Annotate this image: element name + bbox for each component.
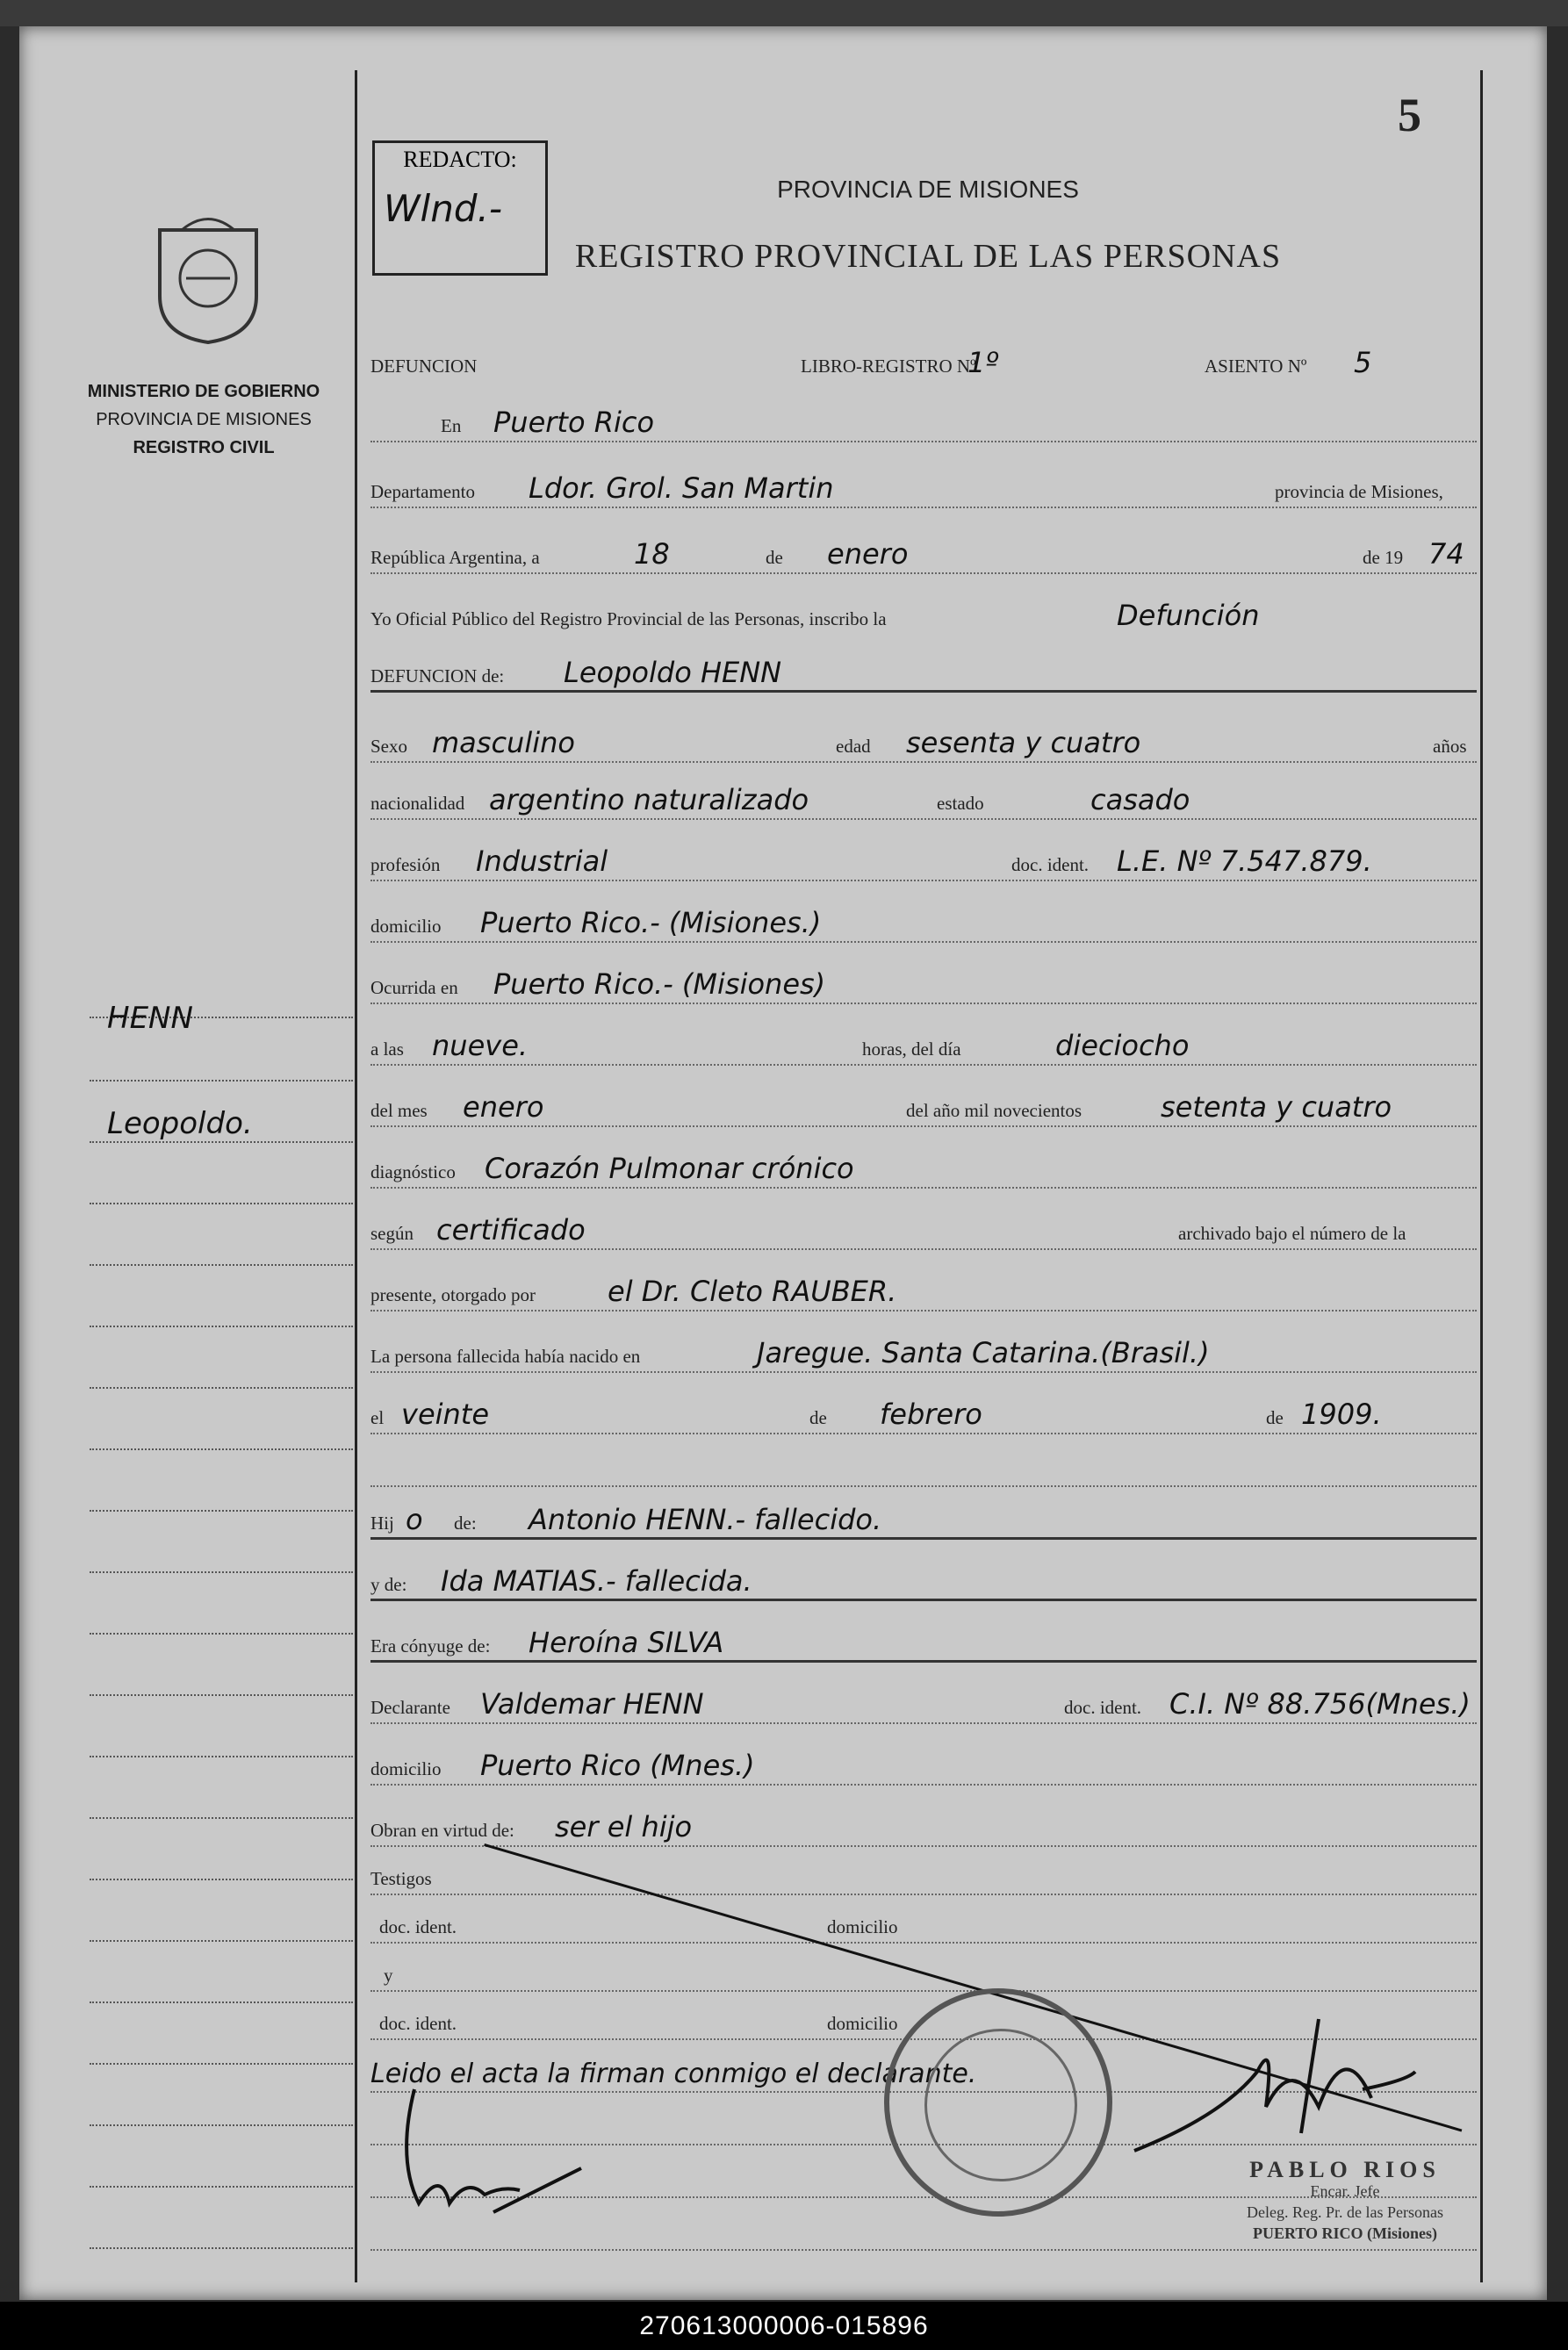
dom-value: Puerto Rico.- (Misiones.) [480, 906, 822, 939]
dia-value: dieciocho [1055, 1029, 1190, 1062]
margin-rule [90, 1264, 353, 1267]
row-declarante [370, 1685, 1477, 1724]
segun-value: certificado [436, 1213, 586, 1247]
t2-doc-label: doc. ident. [379, 2013, 457, 2034]
yde-label: y de: [370, 1574, 407, 1595]
official-seal-icon [884, 1988, 1112, 2217]
defuncion-value: Leopoldo HENN [564, 656, 782, 689]
margin-rule [90, 1756, 353, 1758]
margin-rule [90, 1080, 353, 1082]
nacido-value: Jaregue. Santa Catarina.(Brasil.) [757, 1336, 1210, 1369]
nac-value: argentino naturalizado [489, 783, 809, 816]
ministry-line-1: MINISTERIO DE GOBIERNO [87, 382, 320, 401]
row-blank [370, 1448, 1477, 1487]
decl-doc-label: doc. ident. [1064, 1697, 1142, 1718]
redacto-signature: Wlnd.- [384, 187, 502, 230]
official-name: PABLO RIOS [1249, 2157, 1441, 2182]
diag-label: diagnóstico [370, 1161, 456, 1182]
closing-text: Leido el acta la firman conmigo el declarante. [370, 2059, 977, 2089]
registry-page [19, 26, 1547, 2300]
birth-year: 1909. [1301, 1398, 1382, 1431]
row-presente [370, 1273, 1477, 1312]
feb-value: febrero [880, 1398, 982, 1431]
dept-value: Ldor. Grol. San Martin [529, 471, 834, 505]
de2-label: de [809, 1407, 827, 1428]
ministry-line-2: PROVINCIA DE MISIONES [96, 410, 312, 429]
row-horas [370, 1027, 1477, 1066]
nac-label: nacionalidad [370, 793, 465, 814]
horas-label: horas, del día [862, 1038, 961, 1060]
prof-label: profesión [370, 854, 441, 875]
dom2-label: domicilio [370, 1758, 442, 1779]
obran-label: Obran en virtud de: [370, 1820, 514, 1841]
hijo-suffix: o [406, 1503, 423, 1536]
doc-value: L.E. Nº 7.547.879. [1117, 844, 1372, 878]
entry-label: ASIENTO Nº [1205, 356, 1307, 377]
conyuge-value: Heroína SILVA [529, 1626, 724, 1659]
alas-label: a las [370, 1038, 404, 1060]
row-nacionalidad [370, 781, 1477, 820]
official-stamp [1196, 2157, 1494, 2244]
ocurrida-value: Puerto Rico.- (Misiones) [493, 967, 826, 1001]
sexo-label: Sexo [370, 736, 407, 757]
province-title: PROVINCIA DE MISIONES [777, 176, 1079, 203]
margin-rule [90, 1510, 353, 1513]
entry-value: 5 [1354, 346, 1372, 379]
defuncion-label: DEFUNCION de: [370, 665, 505, 686]
row-testigos [370, 1857, 1477, 1895]
edad-value: sesenta y cuatro [906, 726, 1141, 759]
row-mes [370, 1089, 1477, 1127]
dept-suffix: provincia de Misiones, [1275, 481, 1443, 502]
official-office: Deleg. Reg. Pr. de las Personas [1247, 2203, 1443, 2221]
rep-label: República Argentina, a [370, 547, 540, 568]
row-profesion [370, 843, 1477, 881]
row-conyuge [370, 1624, 1477, 1663]
madre-value: Ida MATIAS.- fallecida. [441, 1564, 752, 1598]
t1-doc-label: doc. ident. [379, 1916, 457, 1937]
footer-code: 270613000006-015896 [0, 2302, 1568, 2350]
margin-rule [90, 2063, 353, 2066]
official-place: PUERTO RICO (Misiones) [1252, 2224, 1438, 2242]
row-testigo1 [370, 1905, 1477, 1944]
t2-dom-label: domicilio [827, 2013, 898, 2034]
prof-value: Industrial [476, 844, 608, 878]
doc-label: doc. ident. [1011, 854, 1090, 875]
presente-label: presente, otorgado por [370, 1284, 536, 1305]
margin-rule [90, 2001, 353, 2004]
presente-value: el Dr. Cleto RAUBER. [608, 1275, 897, 1308]
de3-label: de [1266, 1407, 1284, 1428]
act-header-row [370, 344, 1477, 383]
segun-label: según [370, 1223, 414, 1244]
row-madre [370, 1563, 1477, 1601]
dom-label: domicilio [370, 916, 442, 937]
obran-value: ser el hijo [555, 1810, 693, 1843]
margin-rule [90, 2124, 353, 2127]
conyuge-label: Era cónyuge de: [370, 1635, 491, 1656]
dom2-value: Puerto Rico (Mnes.) [480, 1749, 755, 1782]
redacto-label: REDACTO: [403, 147, 517, 172]
row-sexo [370, 724, 1477, 763]
row-hijo [370, 1501, 1477, 1540]
margin-given-name: Leopoldo. [107, 1106, 253, 1141]
de-label: de [766, 547, 783, 568]
edad-label: edad [836, 736, 871, 757]
anio-label: del año mil novecientos [906, 1100, 1082, 1121]
margin-rule [90, 1633, 353, 1635]
y-label: y [384, 1965, 393, 1986]
anos-label: años [1433, 736, 1467, 757]
ministry-line-3: REGISTRO CIVIL [133, 438, 275, 457]
book-label: LIBRO-REGISTRO Nº [801, 356, 976, 377]
estado-value: casado [1090, 783, 1190, 816]
left-border-line [355, 70, 357, 2282]
hijo-de-label: de: [454, 1513, 477, 1534]
book-value: 1º [967, 346, 999, 379]
nacido-label: La persona fallecida había nacido en [370, 1346, 641, 1367]
margin-rule [90, 2186, 353, 2188]
alas-value: nueve. [432, 1029, 529, 1062]
top-edge [0, 0, 1568, 26]
t1-dom-label: domicilio [827, 1916, 898, 1937]
anio-value: setenta y cuatro [1161, 1090, 1392, 1124]
year-value: 74 [1428, 537, 1464, 571]
row-domicilio [370, 904, 1477, 943]
row-ocurrida [370, 966, 1477, 1004]
el-label: el [370, 1407, 385, 1428]
right-border-line [1480, 70, 1483, 2282]
act-type: DEFUNCION [370, 356, 478, 377]
margin-rule [90, 1571, 353, 1574]
oficial-text: Yo Oficial Público del Registro Provincial de las Personas, inscribo la [370, 608, 887, 629]
declarant-signature-icon [388, 2072, 616, 2247]
margin-rule [90, 1203, 353, 1205]
mes-label: del mes [370, 1100, 428, 1121]
margin-surname: HENN [107, 1001, 193, 1036]
en-value: Puerto Rico [493, 406, 655, 439]
margin-rule [90, 1141, 353, 1144]
estado-label: estado [937, 793, 984, 814]
row-segun [370, 1211, 1477, 1250]
row-en [370, 404, 1477, 442]
el-value: veinte [401, 1398, 490, 1431]
row-nacimiento-fecha [370, 1396, 1477, 1434]
margin-rule [90, 1694, 353, 1697]
row-oficial [370, 597, 1260, 636]
row-diagnostico [370, 1150, 1477, 1189]
year-prefix: de 19 [1363, 547, 1404, 568]
declarante-label: Declarante [370, 1697, 450, 1718]
margin-rule [90, 1879, 353, 1881]
ministry-header [72, 377, 335, 462]
mes-value: enero [463, 1090, 544, 1124]
decl-doc-value: C.I. Nº 88.756(Mnes.) [1169, 1687, 1471, 1721]
margin-rule [90, 1326, 353, 1328]
declarante-value: Valdemar HENN [480, 1687, 704, 1721]
en-label: En [441, 415, 462, 436]
registry-title: REGISTRO PROVINCIAL DE LAS PERSONAS [574, 238, 1282, 275]
margin-rule [90, 1387, 353, 1390]
day-value: 18 [634, 537, 670, 571]
diag-value: Corazón Pulmonar crónico [485, 1152, 854, 1185]
margin-column [19, 26, 358, 2300]
provincial-emblem-icon [151, 212, 265, 344]
page-number: 5 [1398, 89, 1421, 141]
row-defuncion [370, 654, 1477, 693]
margin-rule [90, 1940, 353, 1943]
archivado-label: archivado bajo el número de la [1178, 1223, 1406, 1244]
row-fecha [370, 535, 1477, 574]
oficial-value: Defunción [1117, 599, 1260, 632]
padre-value: Antonio HENN.- fallecido. [529, 1503, 882, 1536]
month-value: enero [827, 537, 909, 571]
row-domicilio2 [370, 1747, 1477, 1786]
margin-rule [90, 1817, 353, 1820]
dept-label: Departamento [370, 481, 475, 502]
ocurrida-label: Ocurrida en [370, 977, 458, 998]
official-role: Encar. Jefe [1310, 2182, 1380, 2200]
row-departamento [370, 470, 1477, 508]
margin-rule [90, 2247, 353, 2250]
testigos-label: Testigos [370, 1868, 432, 1889]
margin-rule [90, 1448, 353, 1451]
row-obran [370, 1808, 1477, 1847]
row-nacido [370, 1334, 1477, 1373]
sexo-value: masculino [432, 726, 575, 759]
hijo-label: Hij [370, 1513, 394, 1534]
